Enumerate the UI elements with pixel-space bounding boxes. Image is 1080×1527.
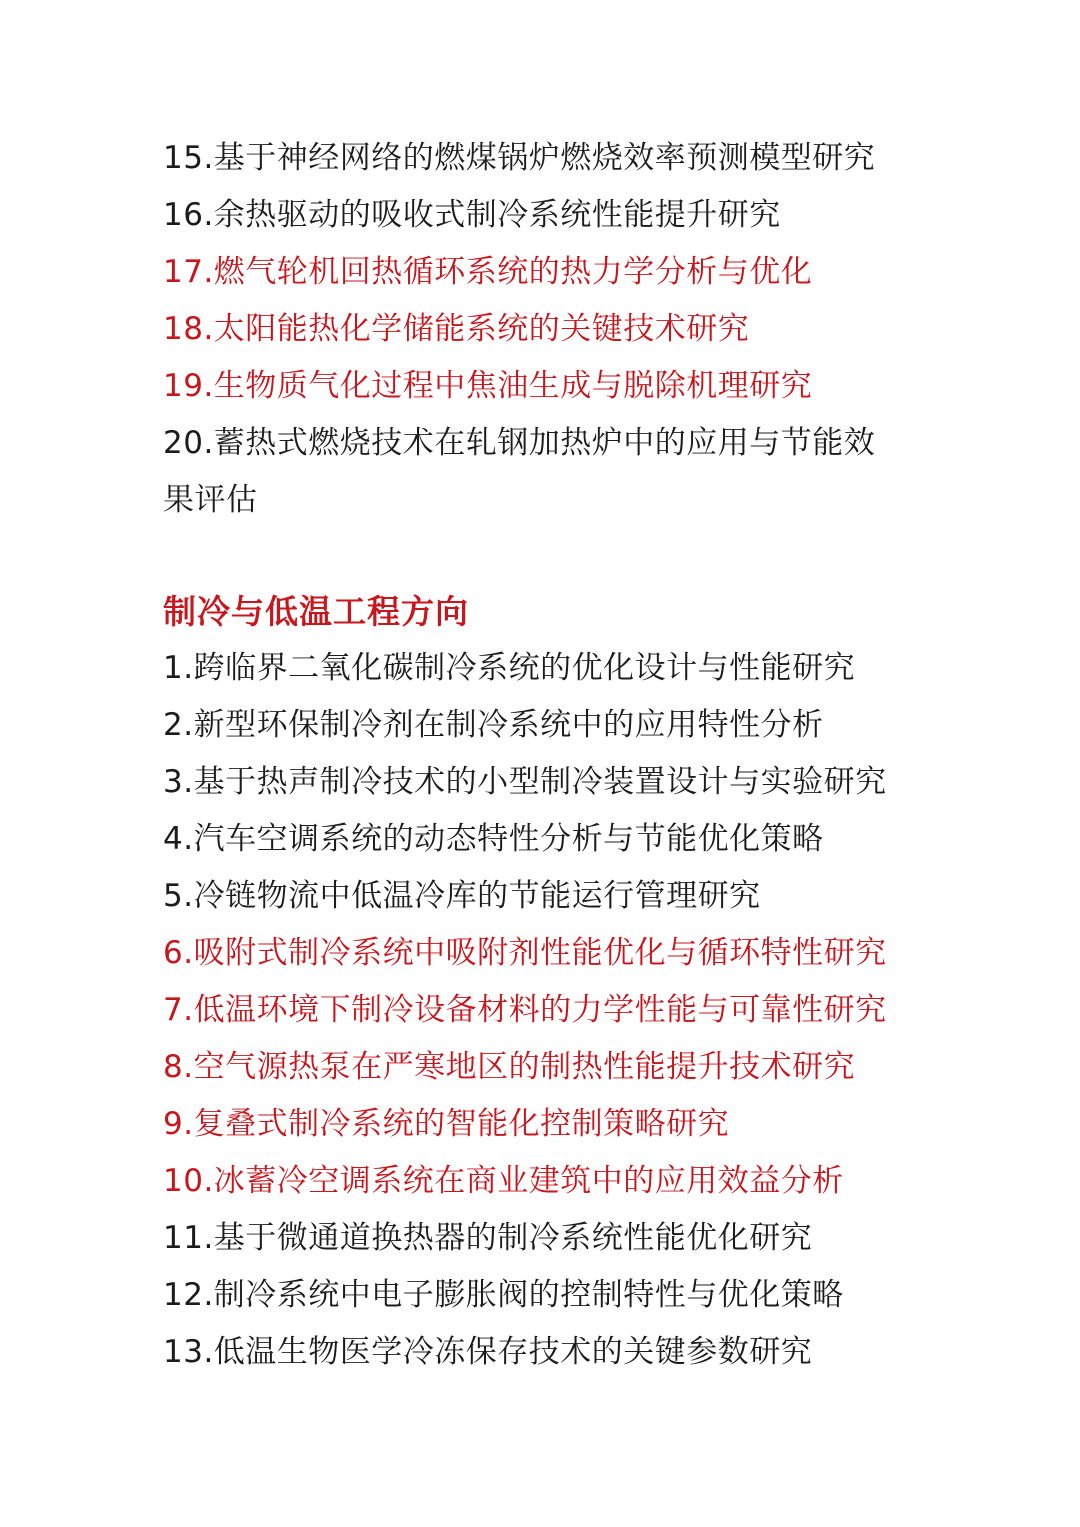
list-item-s2-7: 8.空气源热泵在严寒地区的制热性能提升技术研究 — [163, 1049, 856, 1085]
list-item-s2-0: 1.跨临界二氧化碳制冷系统的优化设计与性能研究 — [163, 650, 856, 686]
section-heading: 制冷与低温工程方向 — [163, 592, 469, 631]
list-item-s2-9: 10.冰蓄冷空调系统在商业建筑中的应用效益分析 — [163, 1163, 844, 1199]
list-item-s2-1: 2.新型环保制冷剂在制冷系统中的应用特性分析 — [163, 707, 824, 743]
list-item-s1-4: 19.生物质气化过程中焦油生成与脱除机理研究 — [163, 368, 813, 404]
list-item-s1-5: 20.蓄热式燃烧技术在轧钢加热炉中的应用与节能效 — [163, 425, 876, 461]
list-item-s2-8: 9.复叠式制冷系统的智能化控制策略研究 — [163, 1106, 730, 1142]
list-item-s2-6: 7.低温环境下制冷设备材料的力学性能与可靠性研究 — [163, 992, 887, 1028]
list-item-s2-11: 12.制冷系统中电子膨胀阀的控制特性与优化策略 — [163, 1277, 844, 1313]
list-item-s1-6: 果评估 — [163, 482, 258, 518]
list-item-s2-3: 4.汽车空调系统的动态特性分析与节能优化策略 — [163, 821, 824, 857]
list-item-s2-12: 13.低温生物医学冷冻保存技术的关键参数研究 — [163, 1334, 813, 1370]
list-item-s1-2: 17.燃气轮机回热循环系统的热力学分析与优化 — [163, 254, 813, 290]
list-item-s1-3: 18.太阳能热化学储能系统的关键技术研究 — [163, 311, 750, 347]
list-item-s1-0: 15.基于神经网络的燃煤锅炉燃烧效率预测模型研究 — [163, 140, 876, 176]
list-item-s2-10: 11.基于微通道换热器的制冷系统性能优化研究 — [163, 1220, 813, 1256]
list-item-s2-4: 5.冷链物流中低温冷库的节能运行管理研究 — [163, 878, 761, 914]
list-item-s2-2: 3.基于热声制冷技术的小型制冷装置设计与实验研究 — [163, 764, 887, 800]
list-item-s2-5: 6.吸附式制冷系统中吸附剂性能优化与循环特性研究 — [163, 935, 887, 971]
list-item-s1-1: 16.余热驱动的吸收式制冷系统性能提升研究 — [163, 197, 781, 233]
